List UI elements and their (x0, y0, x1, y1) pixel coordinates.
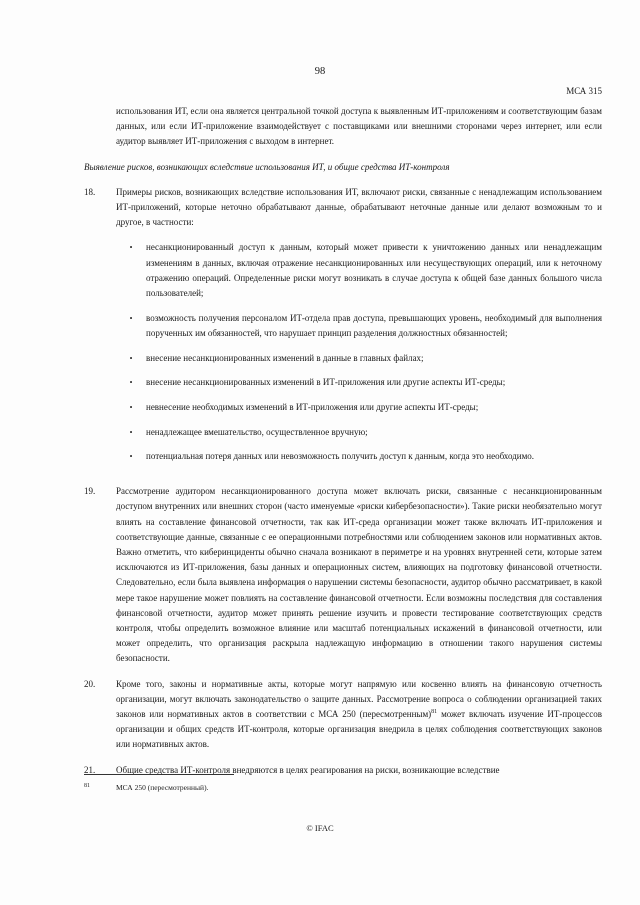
footnote-reference[interactable]: 81 (431, 709, 438, 715)
footnote-mark: 81 (84, 783, 90, 789)
paragraph-text: Общие средства ИТ-контроля внедряются в целях реагирования на риски, возникающие вследствие (116, 764, 500, 775)
paragraph-text: Кроме того, законы и нормативные акты, которые могут напрямую или косвенно влиять на финансовую отчетность организации, могут включать законодательство о защите данных. Рассмотрение вопроса о соблюдении организацией таких законов или нормативных актов в соответствии с МСА 250 (пересмотренным)$^{81}$ может включать изучение ИТ-процессов организации и общих средств ИТ-контроля, которые организация внедрила в целях соблюдения соответствующих законов или нормативных актов. (116, 678, 603, 750)
list-item: • возможность получения персоналом ИТ-отдела прав доступа, превышающих уровень, необходимый для выполнения порученных им обязанностей, что нарушает принцип разделения должностных обязанностей; (116, 311, 602, 341)
paragraph-number: 19. (84, 486, 96, 497)
paragraph-text: Примеры рисков, возникающих вследствие использования ИТ, включают риски, связанные с ненадлежащим использованием ИТ-приложений, которые неточно обрабатывают данные, обрабатывают неточные данные или делают возможным то и другое, в частности: (116, 186, 602, 228)
bullet-icon: • (129, 353, 133, 363)
paragraph-number: 21. (84, 764, 96, 775)
list-item: • несанкционированный доступ к данным, который может привести к уничтожению данных или ненадлежащим изменениям в данных, включая отражение несанкционированных или несуществующих операций, или к неточному отражению операций. Определенные риски могут возникать в случае доступа к общей базе данных большого числа пользователей; (116, 240, 602, 301)
risk-bullet-list (116, 240, 602, 464)
section-subheading: Выявление рисков, возникающих вследствие использования ИТ, и общие средства ИТ-контроля (84, 161, 450, 172)
paragraph-18 (84, 185, 602, 474)
footnote-text: МСА 250 (пересмотренный). (116, 783, 209, 792)
bullet-icon: • (129, 313, 133, 323)
list-item: • внесение несанкционированных изменений в данные в главных файлах; (116, 351, 602, 366)
list-item: • невнесение необходимых изменений в ИТ-приложения или другие аспекты ИТ-среды; (116, 400, 602, 415)
paragraph-21 (84, 763, 602, 778)
page-number: 98 (314, 66, 326, 77)
list-item: • ненадлежащее вмешательство, осуществленное вручную; (116, 425, 602, 440)
page-footer: © IFAC (306, 823, 334, 833)
bullet-icon: • (129, 427, 133, 437)
paragraph-19 (84, 484, 602, 666)
list-item: • внесение несанкционированных изменений в ИТ-приложения или другие аспекты ИТ-среды; (116, 375, 602, 390)
page-content (84, 104, 602, 788)
footnote-divider (84, 774, 234, 775)
intro-paragraph: использования ИТ, если она является центральной точкой доступа к выявленным ИТ-приложениям и соответствующим базам данных, или если ИТ-приложение взаимодействует с поставщиками или внешними сторонами через интернет, или если аудитор выявляет ИТ-приложения с выходом в интернет. (116, 106, 602, 147)
bullet-icon: • (129, 452, 133, 462)
paragraph-text: Рассмотрение аудитором несанкционированного доступа может включать риски, связанные с несанкционированным доступом внутренних или внешних сторон (часто именуемые «риски кибербезопасности»). Такие риски необязательно могут влиять на составление финансовой отчетности, так как ИТ-среда организации может также включать ИТ-приложения и соответствующие данные, связанные с ее операционными потребностями или соблюдением законов или нормативных актов. Важно отметить, что киберинциденты обычно сначала возникают в периметре и на уровнях внутренней сети, которые затем исключаются из ИТ-приложения, базы данных и операционных систем, влияющих на подготовку финансовой отчетности. Следовательно, если была выявлена информация о нарушении системы безопасности, аудитор обычно рассматривает, в какой мере такое нарушение может повлиять на составление финансовой отчетности. Если возможны последствия для составления финансовой отчетности, аудитор может принять решение изучить и провести тестирование соответствующих средств контроля, чтобы определить возможное влияние или масштаб потенциальных искажений в финансовой отчетности, или может определить, что организация раскрыла надлежащую информацию в отношении такого нарушения системы безопасности. (116, 486, 602, 664)
list-item: • потенциальная потеря данных или невозможность получить доступ к данным, когда это необходимо. (116, 449, 602, 464)
bullet-icon: • (129, 403, 133, 413)
paragraph-20 (84, 677, 602, 753)
bullet-icon: • (129, 243, 133, 253)
paragraph-number: 18. (84, 186, 96, 197)
paragraph-number: 20. (84, 678, 96, 689)
footnote (84, 783, 208, 792)
bullet-icon: • (129, 378, 133, 388)
running-header: МСА 315 (566, 86, 602, 96)
